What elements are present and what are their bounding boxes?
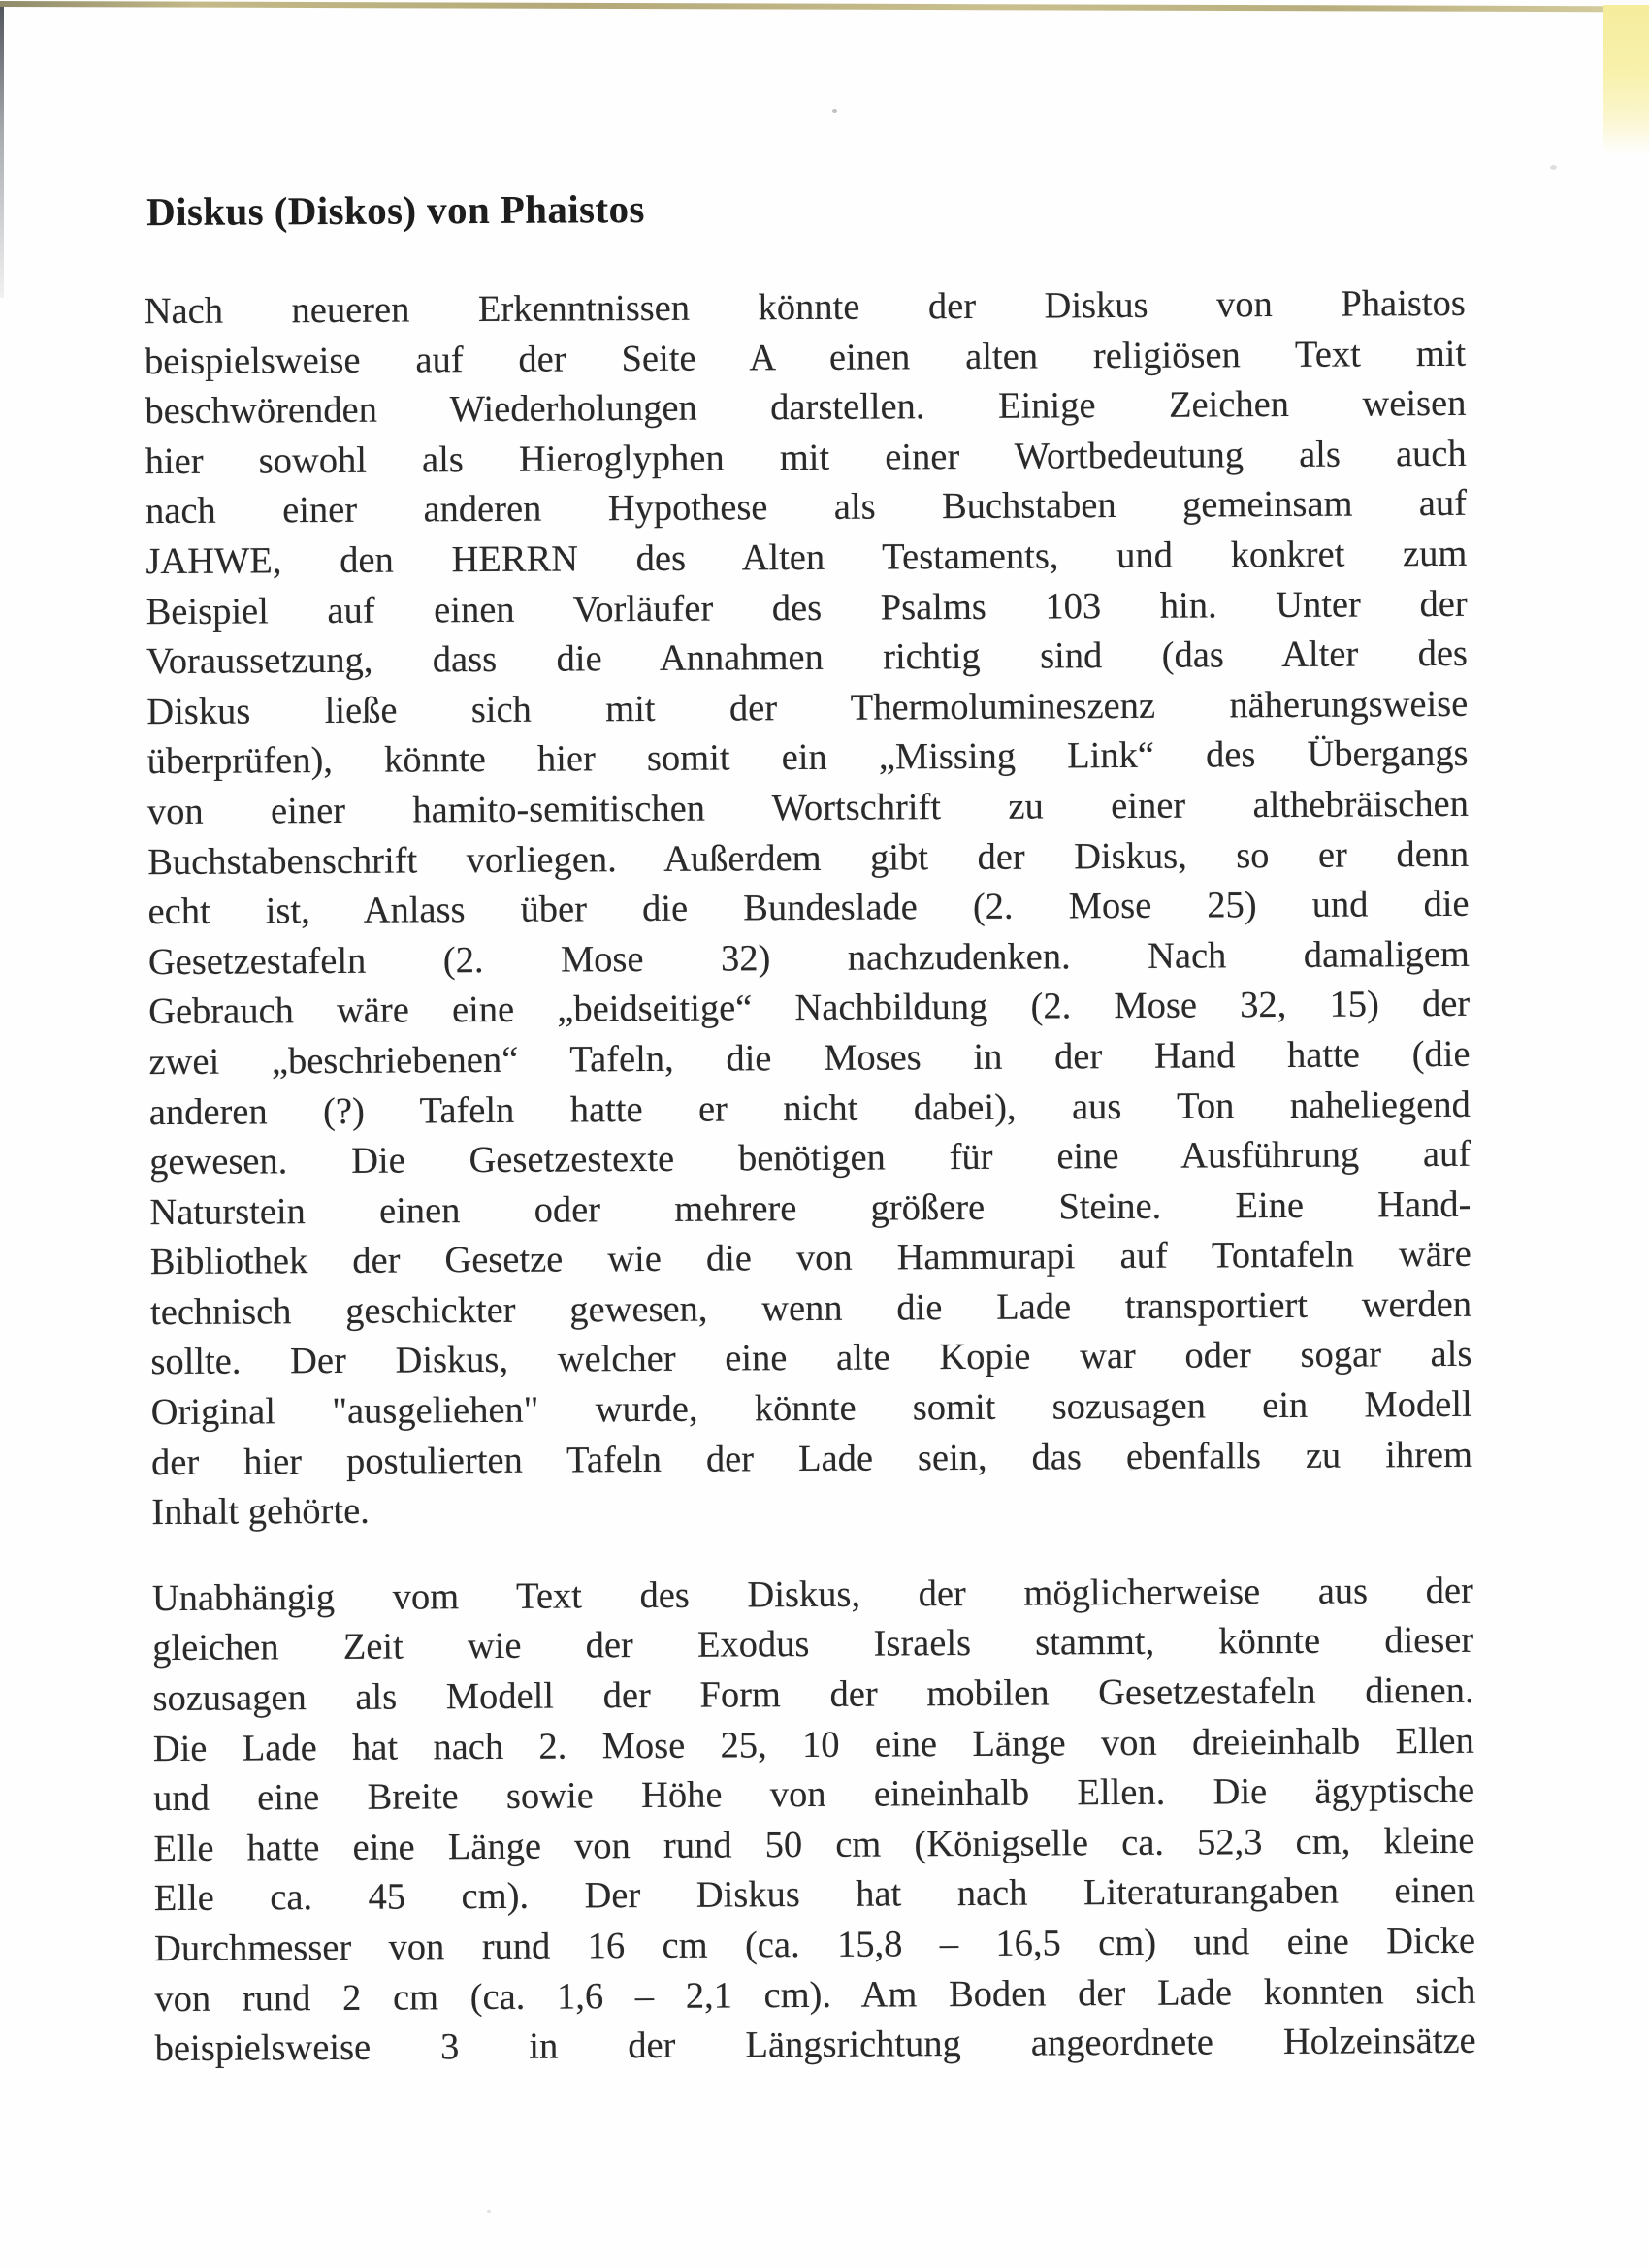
- text-line: Inhalt gehörte.: [151, 1491, 370, 1534]
- text-line: gewesen. Die Gesetzestexte benötigen für eine Ausführung auf: [149, 1133, 1471, 1183]
- scan-speck: [487, 2210, 491, 2213]
- text-line: Beispiel auf einen Vorläufer des Psalms 103 hin. Unter der: [146, 583, 1468, 632]
- text-line: überprüfen), könnte hier somit ein „Missing Link“ des Übergangs: [146, 733, 1469, 783]
- text-line: beispielsweise auf der Seite A einen alten religiösen Text mit: [144, 333, 1467, 382]
- text-line: Die Lade hat nach 2. Mose 25, 10 eine Länge von dreieinhalb Ellen: [152, 1720, 1474, 1769]
- text-line: Elle hatte eine Länge von rund 50 cm (Königselle ca. 52,3 cm, kleine: [153, 1820, 1475, 1869]
- text-line: beispielsweise 3 in der Längsrichtung angeordnete Holzeinsätze: [154, 2020, 1476, 2070]
- text-line: zwei „beschriebenen“ Tafeln, die Moses in der Hand hatte (die: [148, 1033, 1471, 1084]
- text-line: Diskus ließe sich mit der Thermolumineszenz näherungsweise: [146, 683, 1469, 732]
- scan-speck: [1550, 165, 1557, 170]
- text-line: gleichen Zeit wie der Exodus Israels stammt, könnte dieser: [152, 1620, 1474, 1669]
- text-line: nach einer anderen Hypothese als Buchstaben gemeinsam auf: [145, 483, 1468, 533]
- text-line: Durchmesser von rund 16 cm (ca. 15,8 – 16,5 cm) und eine Dicke: [153, 1920, 1476, 1970]
- text-line: Nach neueren Erkenntnissen könnte der Diskus von Phaistos: [144, 282, 1466, 333]
- text-line: der hier postulierten Tafeln der Lade sein, das ebenfalls zu ihrem: [150, 1434, 1473, 1483]
- text-line: sozusagen als Modell der Form der mobilen Gesetzestafeln dienen.: [152, 1669, 1474, 1720]
- paragraph: [145, 279, 1473, 1539]
- scan-speck: [832, 109, 837, 113]
- paragraph: [152, 1567, 1476, 2075]
- text-line: Naturstein einen oder mehrere größere Steine. Eine Hand-: [149, 1183, 1471, 1233]
- document-paragraphs: [145, 279, 1476, 2075]
- text-line: und eine Breite sowie Höhe von eineinhalb Ellen. Die ägyptische: [153, 1770, 1475, 1820]
- text-line: von rund 2 cm (ca. 1,6 – 2,1 cm). Am Boden der Lade konnten sich: [154, 1970, 1476, 2020]
- text-line: anderen (?) Tafeln hatte er nicht dabei), aus Ton naheliegend: [148, 1084, 1471, 1133]
- text-line: technisch geschickter gewesen, wenn die Lade transportiert werden: [149, 1283, 1472, 1334]
- document-title: Diskus (Diskos) von Phaistos: [146, 186, 645, 235]
- scan-left-edge: [0, 7, 4, 298]
- yellow-highlight-mark: [1603, 5, 1649, 155]
- text-line: beschwörenden Wiederholungen darstellen. Einige Zeichen weisen: [145, 383, 1467, 433]
- text-line: Voraussetzung, dass die Annahmen richtig sind (das Alter des: [146, 632, 1469, 683]
- text-line: hier sowohl als Hieroglyphen mit einer Wortbedeutung als auch: [145, 433, 1467, 482]
- text-line: echt ist, Anlass über die Bundeslade (2. Mose 25) und die: [147, 883, 1470, 933]
- text-line: von einer hamito-semitischen Wortschrift zu einer althebräischen: [146, 783, 1470, 833]
- text-line: Original "ausgeliehen" wurde, könnte somit sozusagen ein Modell: [150, 1383, 1472, 1434]
- text-line: Gebrauch wäre eine „beidseitige“ Nachbildung (2. Mose 32, 15) der: [148, 984, 1471, 1033]
- text-line: JAHWE, den HERRN des Alten Testaments, und konkret zum: [146, 533, 1468, 583]
- text-line: Unabhängig vom Text des Diskus, der möglicherweise aus der: [151, 1570, 1473, 1619]
- text-line: sollte. Der Diskus, welcher eine alte Kopie war oder sogar als: [150, 1334, 1472, 1383]
- text-line: Buchstabenschrift vorliegen. Außerdem gibt der Diskus, so er denn: [147, 833, 1470, 883]
- text-line: Elle ca. 45 cm). Der Diskus hat nach Literaturangaben einen: [153, 1870, 1475, 1920]
- text-line: Bibliothek der Gesetze wie die von Hammurapi auf Tontafeln wäre: [149, 1234, 1471, 1283]
- scan-top-edge: [0, 1, 1649, 12]
- text-line: Gesetzestafeln (2. Mose 32) nachzudenken. Nach damaligem: [147, 933, 1470, 983]
- document-content: [144, 180, 1476, 2111]
